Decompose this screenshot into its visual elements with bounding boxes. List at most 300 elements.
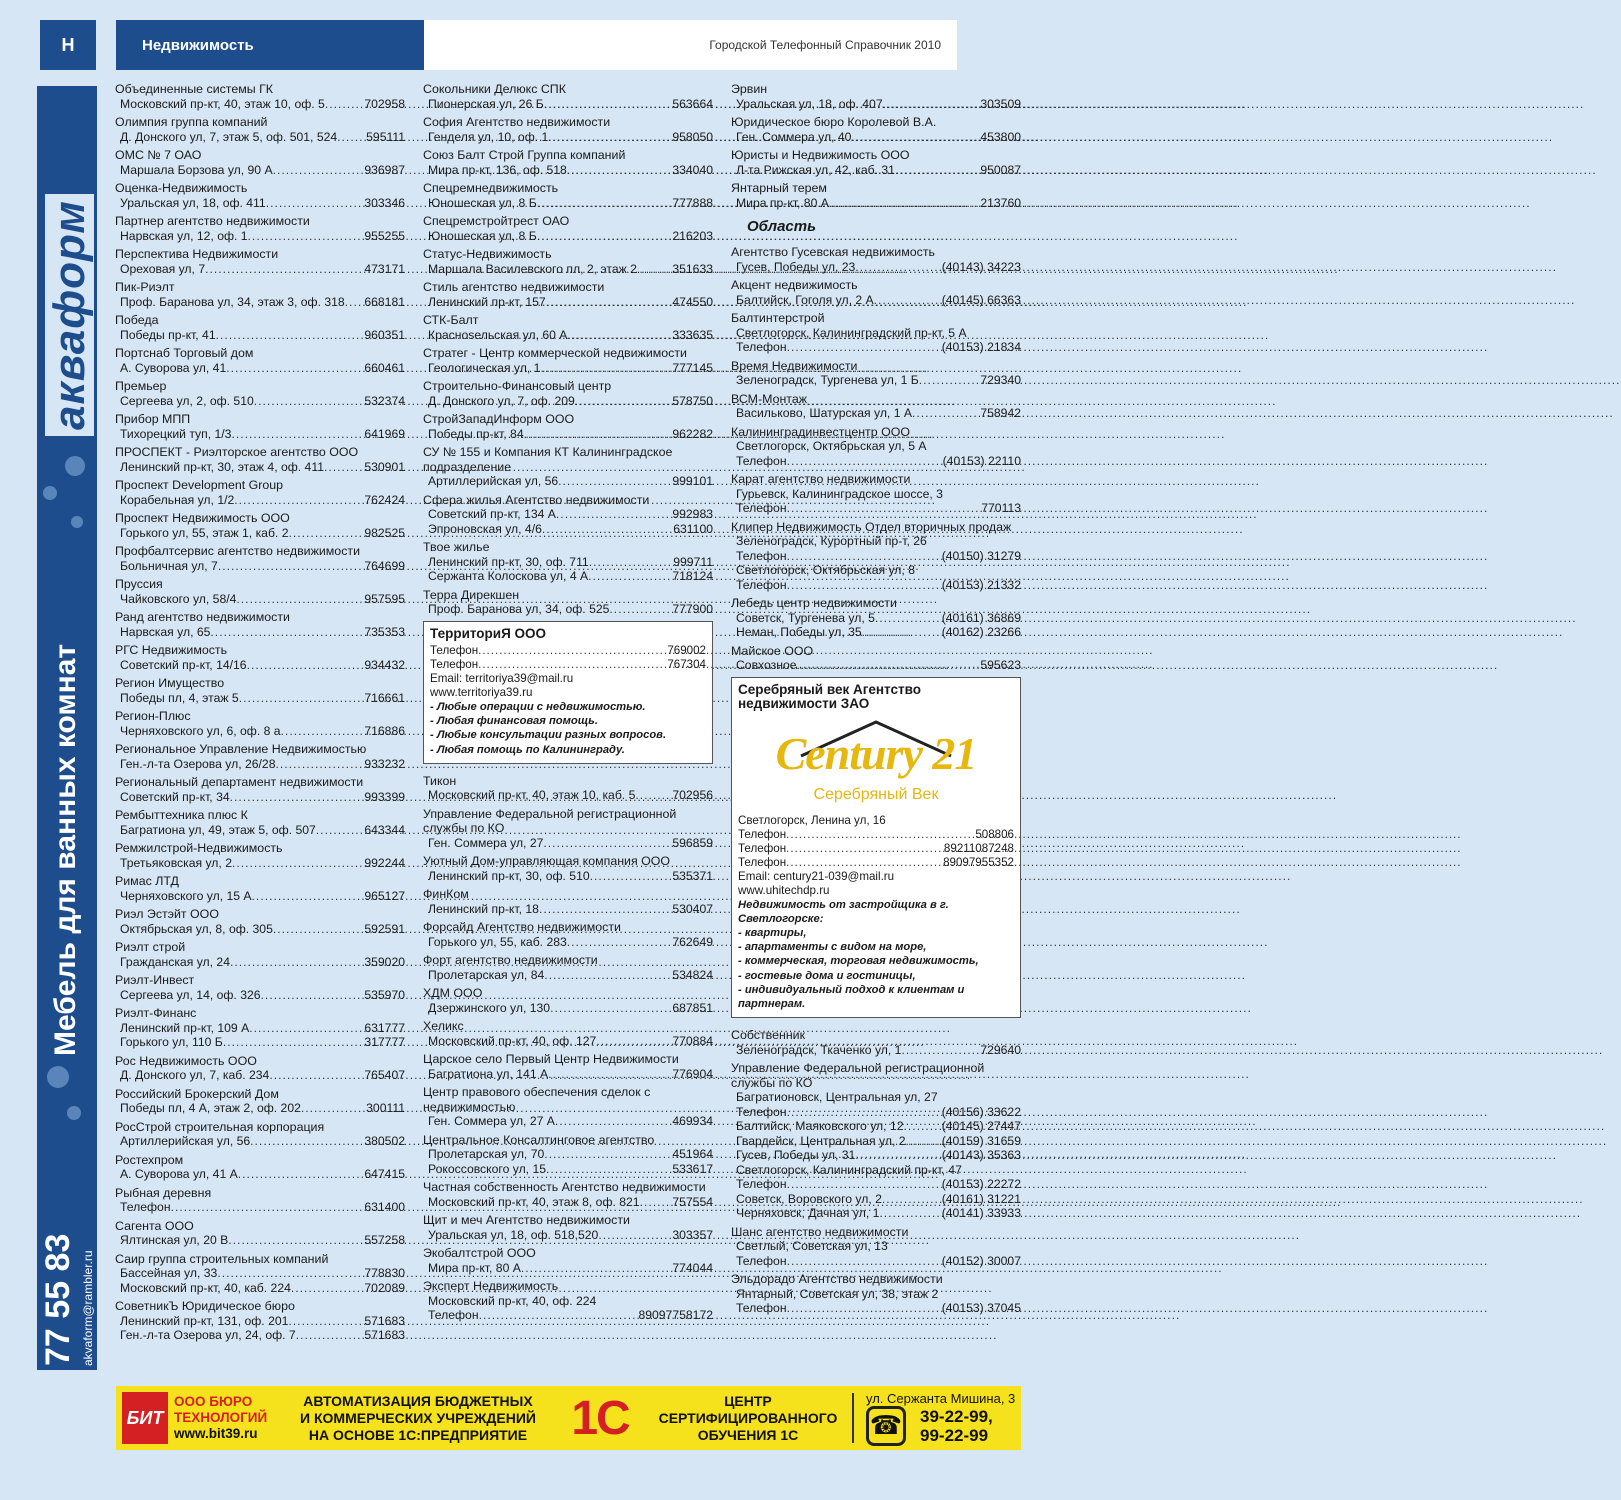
entry-line [115,262,405,277]
address-text: Дзержинского ул, 130 [428,1000,551,1015]
entry-line [115,526,405,541]
phone-number: 960351 [364,327,405,342]
entry-line [423,1147,713,1162]
phone-number: 758942 [980,406,1021,420]
phone-number: 718124 [672,569,713,583]
listing-entry [115,841,405,870]
entry-line [115,724,405,739]
leader-dots [558,474,672,489]
entry-line [423,130,713,145]
leader-dots [550,1001,672,1016]
leader-dots [276,757,365,772]
entry-line [731,1301,1021,1316]
entry-line [115,328,405,343]
address-text: Телефон [736,453,787,468]
entry-line [423,602,713,617]
entry-line [115,658,405,673]
listing-entry [423,1279,713,1323]
entry-line [731,534,1021,549]
listing-entry [423,1180,713,1209]
address-text: Телефон [736,501,787,515]
ad-training-center: ЦЕНТР СЕРТИФИЦИРОВАННОГО ОБУЧЕНИЯ 1С [658,1392,838,1443]
phone-number: 359020 [364,954,405,969]
company-name: Юристы и Недвижимость ООО [731,148,910,162]
phone-number: 936987 [364,162,405,177]
phone-number: 351633 [672,261,713,276]
leader-dots [787,454,943,469]
ad-slogan: АВТОМАТИЗАЦИЯ БЮДЖЕТНЫХ И КОММЕРЧЕСКИХ УЧРЕЖДЕНИЙ НА ОСНОВЕ 1С:ПРЕДПРИЯТИЕ [300,1392,536,1443]
contact-text[interactable]: www.uhitechdp.ru [738,883,830,897]
company-name: Частная собственность Агентство недвижимости [423,1180,706,1195]
leader-dots [266,196,365,211]
entry-line [115,1266,405,1281]
listing-entry [423,854,713,883]
company-name: Риэлт-Инвест [115,973,195,987]
entry-line [115,295,405,310]
listing-entry [731,425,1021,469]
listing-entry [115,1252,405,1296]
leader-dots [537,196,673,211]
ad-phone-2: 99-22-99 [920,1425,989,1445]
leader-dots [239,691,365,706]
address-text: Ген. Соммера ул, 27 А [428,1114,555,1129]
listing-entry [115,82,405,111]
address-text: Зеленоградск, Курортный пр-т, 26 [736,534,927,548]
phone-number: 631400 [364,1200,405,1214]
phone-number: (40145) 66363 [941,292,1021,307]
contact-text[interactable]: www.territoriya39.ru [430,686,533,699]
company-name: СтройЗападИнформ ООО [423,412,575,426]
leader-dots [548,130,672,145]
entry-line [738,842,1014,856]
phone-number: 631100 [673,521,713,536]
listing-entry [115,676,405,705]
leader-dots [829,196,980,211]
leader-dots [797,658,981,673]
phone-number: 530901 [364,459,405,474]
company-name: Щит и меч Агентство недвижимости [423,1213,630,1228]
entry-line [731,454,1021,469]
phone-number: 982525 [364,525,405,540]
address-text: Телефон [430,644,479,657]
address-text: Балтийск, Гоголя ул, 2 А [736,292,874,307]
leader-dots [895,163,980,178]
address-text: Третьяковская ул, 2 [120,855,232,870]
leader-dots [882,1192,942,1207]
phone-number: (40153) 22110 [942,453,1021,468]
address-text: Телефон [736,548,787,563]
phone-number: 213760 [980,195,1021,210]
phone-number: (40143) 35363 [941,1148,1021,1163]
phone-number: 955255 [364,228,405,243]
company-name: Ремжилстрой-Недвижимость [115,841,283,855]
address-text: Телефон [736,577,787,592]
century-ad-box [731,677,1021,1019]
leader-dots [542,522,673,537]
entry-line [423,196,713,211]
address-text: Д. Донского ул, 7, оф. 209 [428,393,575,408]
entry-line [423,555,713,570]
telephone-icon: ☎ [866,1406,906,1446]
leader-dots [906,1134,942,1149]
leader-dots [226,361,364,376]
phone-number: 729640 [980,1042,1021,1057]
company-name: Ростехпром [115,1152,184,1167]
address-text: Генделя ул, 10, оф. 1 [428,129,549,144]
phone-number: 647415 [364,1167,405,1181]
listing-entry [115,247,405,276]
address-text: Маршала Василевского пл, 2, этаж 2 [428,261,637,276]
entry-line [423,474,713,489]
phone-number: (40153) 37045 [941,1301,1021,1316]
phone-number: 592591 [364,921,405,936]
entry-line [731,1134,1021,1149]
entry-line [731,439,1021,454]
company-name: Янтарный терем [731,181,827,195]
leader-dots [787,1254,942,1269]
address-text: Проф. Баранова ул, 34, этаж 3, оф. 318 [120,294,345,309]
listing-entry [115,643,405,672]
leader-dots [609,602,672,617]
entry-line [731,293,1021,308]
leader-dots [223,1035,365,1050]
phone-number: 317777 [364,1035,405,1049]
entry-line [115,394,405,409]
section-title: Недвижимость [116,20,424,70]
company-name: Региональный департамент недвижимости [115,775,364,789]
phone-number: 702958 [364,96,405,111]
entry-line [731,549,1021,564]
address-text: Больничная ул, 7 [120,558,218,573]
leader-dots [273,922,364,937]
leader-dots [210,625,364,640]
leader-dots [291,1281,364,1296]
company-name: Сагента ООО [115,1218,194,1233]
company-name: Центр правового обеспечения сделок с недвижимостью [423,1085,651,1114]
address-text: Светлогорск, Калининградский пр-кт, 47 [736,1162,962,1177]
phone-number: 89211087248 [943,841,1014,855]
address-text: Ленинский пр-кт, 18 [428,901,539,916]
company-name: ХДМ ООО [423,986,483,1001]
listing-entry [423,412,713,441]
address-text: Сержанта Колоскова ул, 4 А [428,569,589,583]
company-name: Перспектива Недвижимости [115,247,279,261]
company-name: Лебедь центр недвижимости [731,596,897,610]
company-name: Строительно-Финансовый центр [423,379,612,393]
leader-dots [787,1301,942,1316]
address-text: Гражданская ул, 24 [120,954,230,969]
phone-number: 216203 [672,228,713,243]
phone-number: 571683 [364,1313,405,1328]
entry-line [115,592,405,607]
entry-line [423,1228,713,1243]
phone-number: 303509 [980,96,1021,111]
address-text: Горького ул, 55, этаж 1, каб. 2 [120,525,289,540]
leader-dots [217,1266,364,1281]
phone-number: 641969 [364,426,405,441]
address-text: Д. Донского ул, 7, этаж 5, оф. 501, 524 [120,129,338,144]
leader-dots [588,569,672,584]
listing-entry [423,540,713,584]
entry-line [731,97,1021,112]
leader-dots [301,1101,366,1116]
listing-entry [115,544,405,573]
company-name: Управление Федеральной регистрационной службы по КО [731,1061,985,1090]
phone-number: 776904 [672,1066,713,1081]
leader-dots [851,130,980,145]
company-name: Риэл Эстэйт ООО [115,907,219,921]
address-text: Балтийск, Маяковского ул, 12 [736,1119,904,1134]
phone-number: 334040 [672,162,713,177]
entry-line [115,130,405,145]
service-bullet: - индивидуальный подход к клиентам и партнерам. [738,983,965,1010]
company-name: Центральное Консалтинговое агентство [423,1132,655,1147]
entry-line [423,836,713,851]
company-name: Эльдорадо Агентство недвижимости [731,1272,943,1287]
listing-entry [731,1028,1021,1057]
listing-entry [731,472,1021,516]
leader-dots [238,1167,365,1182]
entry-line [423,262,713,277]
company-name: Прибор МПП [115,412,191,426]
phone-number: 533617 [672,1161,713,1176]
leader-dots [567,935,673,950]
entry-line [731,373,1021,388]
leader-dots [521,1261,672,1276]
phone-number: 767304 [667,658,706,671]
entry-line [423,788,713,803]
listing-entry [115,181,405,210]
listing-entry [115,610,405,639]
ad-divider [852,1393,854,1443]
bit-url[interactable]: www.bit39.ru [174,1426,258,1441]
listing-entry [731,520,1021,593]
company-name: Ранд агентство недвижимости [115,610,290,624]
entry-line [423,1261,713,1276]
listing-entry [115,379,405,408]
phone-number: 992244 [364,855,405,870]
entry-line [423,935,713,950]
phone-number: 473171 [364,261,405,276]
listing-entry [115,1054,405,1083]
company-name: Эрвин [731,82,768,96]
leader-dots [537,229,673,244]
phone-number: 764699 [364,558,405,573]
listing-entry [115,1006,405,1050]
entry-line [731,406,1021,421]
service-bullet: - квартиры, [738,926,807,939]
phone-number: 765407 [364,1068,405,1082]
address-text: Горького ул, 55, каб. 283 [428,934,567,949]
address-text: Ялтинская ул, 20 В [120,1233,229,1247]
entry-line [423,1162,713,1177]
leader-dots [637,262,672,277]
address-text: Московский пр-кт, 40, оф. 224 [428,1293,597,1308]
leader-dots [524,427,673,442]
company-name: Рембыттехника плюс К [115,808,248,822]
address-text: Эпроновская ул, 4/6 [428,521,542,536]
address-text: Победы пр-кт, 84 [428,426,524,441]
listing-entry [115,907,405,936]
entry-line [423,163,713,178]
phone-number: 702089 [364,1280,405,1295]
company-name: София Агентство недвижимости [423,115,611,129]
company-name: Региональное Управление Недвижимостью [115,742,367,756]
listing-entry [423,313,713,342]
company-name: Управление Федеральной регистрационной службы по КО [423,806,677,836]
entry-line [115,1068,405,1083]
listing-entry [731,1061,1021,1221]
listing-entry [423,214,713,243]
contact-text[interactable]: Email: territoriya39@mail.ru [430,672,574,685]
address-text: Гусев, Победы ул, 23 [736,259,856,274]
leader-dots [171,1200,365,1215]
address-text: Черняховск, Дачная ул, 1 [736,1206,880,1221]
listing-entry [731,82,1021,111]
company-name: Регион-Плюс [115,709,191,723]
leader-dots [539,902,672,917]
company-name: Премьер [115,379,167,393]
phone-number: 453800 [980,129,1021,144]
column-1 [115,82,405,1347]
entry-line [423,361,713,376]
listing-entry [731,148,1021,177]
listing-entry [115,148,405,177]
entry-line [731,340,1021,355]
phone-number: (40153) 21332 [941,577,1021,592]
phone-number: 777145 [672,360,713,375]
address-text: Победы пр-кт, 41 [120,327,216,342]
listing-entry [423,1133,713,1177]
company-name: Рос Недвижимость ООО [115,1053,257,1068]
leader-dots [875,611,942,626]
company-name: ВСМ-Монтаж [731,391,808,406]
entry-line [731,1192,1021,1207]
entry-line [731,578,1021,593]
address-text: Московский пр-кт, 40, оф. 127 [428,1033,597,1048]
phone-number: 333635 [672,327,713,342]
leader-dots [337,130,366,145]
leader-dots [544,97,673,112]
leader-dots [250,1134,364,1149]
leader-dots [540,361,672,376]
leader-dots [548,1067,672,1082]
listing-entry [731,644,1021,673]
century-title: Серебряный век Агентство недвижимости ЗАО [738,681,921,711]
address-text: Пролетарская ул, 84 [428,967,545,982]
contact-text[interactable]: Email: century21-039@mail.ru [738,869,895,883]
phone-number: (40156) 33622 [941,1104,1021,1119]
listing-entry [115,808,405,837]
phone-number: 668181 [364,294,405,309]
century21-logo [738,716,1014,804]
leader-dots [230,790,365,805]
listing-entry [115,115,405,144]
address-text: Уральская ул, 18, оф. 518,520 [428,1227,599,1242]
listing-entry [423,181,713,210]
listing-entry [115,742,405,771]
address-text: Телефон [736,1253,787,1268]
bit-advertisement [116,1386,1021,1450]
ad-contact [866,1391,1015,1446]
listing-entry [423,774,713,803]
leader-dots [901,1043,980,1058]
company-name: Риэлт-Финанс [115,1006,197,1020]
entry-line [738,814,1014,828]
sidebar-ad [37,86,97,1370]
address-text: Янтарный, Советская ул, 38, этаж 2 [736,1286,939,1301]
leader-dots [281,724,365,739]
listing-entry [423,493,713,537]
address-text: Уральская ул, 18, оф. 411 [120,195,266,210]
phone-number: 451964 [672,1147,713,1162]
address-text: Телефон [430,658,479,671]
phone-number: 992983 [672,507,713,521]
address-text: Мира пр-кт, 136, оф. 518 [428,162,567,177]
entry-line [423,295,713,310]
ad-address: ул. Сержанта Мишина, 3 [866,1390,1016,1406]
leader-dots [249,1021,364,1036]
leader-dots [231,427,364,442]
entry-line [731,611,1021,626]
address-text: Победы пл, 4 А, этаж 2, оф. 202 [120,1101,301,1115]
entry-line [731,1206,1021,1221]
listing-entry [115,1299,405,1343]
leader-dots [787,340,942,355]
company-name: Форсайд Агентство недвижимости [423,920,621,935]
phone-number: 595623 [980,658,1021,672]
leader-dots [919,373,981,388]
leader-dots [787,501,982,516]
company-name: СоветникЪ Юридическое бюро [115,1299,295,1313]
address-text: Телефон [736,1301,787,1316]
sidebar-brand: акваформ [45,194,95,436]
company-name: Эксперт Недвижимость [423,1279,559,1294]
company-name: Карат агентство недвижимости [731,472,911,486]
phone-number: 578750 [672,393,713,408]
leader-dots [879,1206,941,1221]
company-name: Партнер агентство недвижимости [115,214,310,228]
company-name: Объединенные системы ГК [115,82,274,96]
entry-line [423,427,713,442]
phone-number: (40162) 23266 [941,625,1021,639]
address-text: Телефон [736,1104,787,1119]
leader-dots [787,549,942,564]
listing-entry [731,1225,1021,1269]
company-name: Сфера жилья Агентство недвижимости [423,492,650,507]
phone-number: 716886 [364,723,405,738]
company-name: Риэлт строй [115,940,186,954]
phone-number: 957595 [364,591,405,606]
service-bullet: - Любые операции с недвижимостью. [430,701,646,713]
leader-dots [236,592,364,607]
phone-number: 89097955352 [943,855,1014,869]
entry-line [115,1200,405,1215]
address-text: Советский пр-кт, 134 А [428,507,556,521]
entry-line [430,644,706,658]
listing-entry [423,920,713,949]
phone-number: 571683 [364,1328,405,1342]
phone-number: (40141) 33933 [941,1206,1021,1221]
phone-number: 993399 [364,789,405,804]
leader-dots [567,328,672,343]
leader-dots [544,1147,672,1162]
entry-line [423,328,713,343]
leader-dots [787,1105,942,1120]
phone-number: 530407 [672,901,713,916]
entry-line [731,1254,1021,1269]
entry-line [115,856,405,871]
